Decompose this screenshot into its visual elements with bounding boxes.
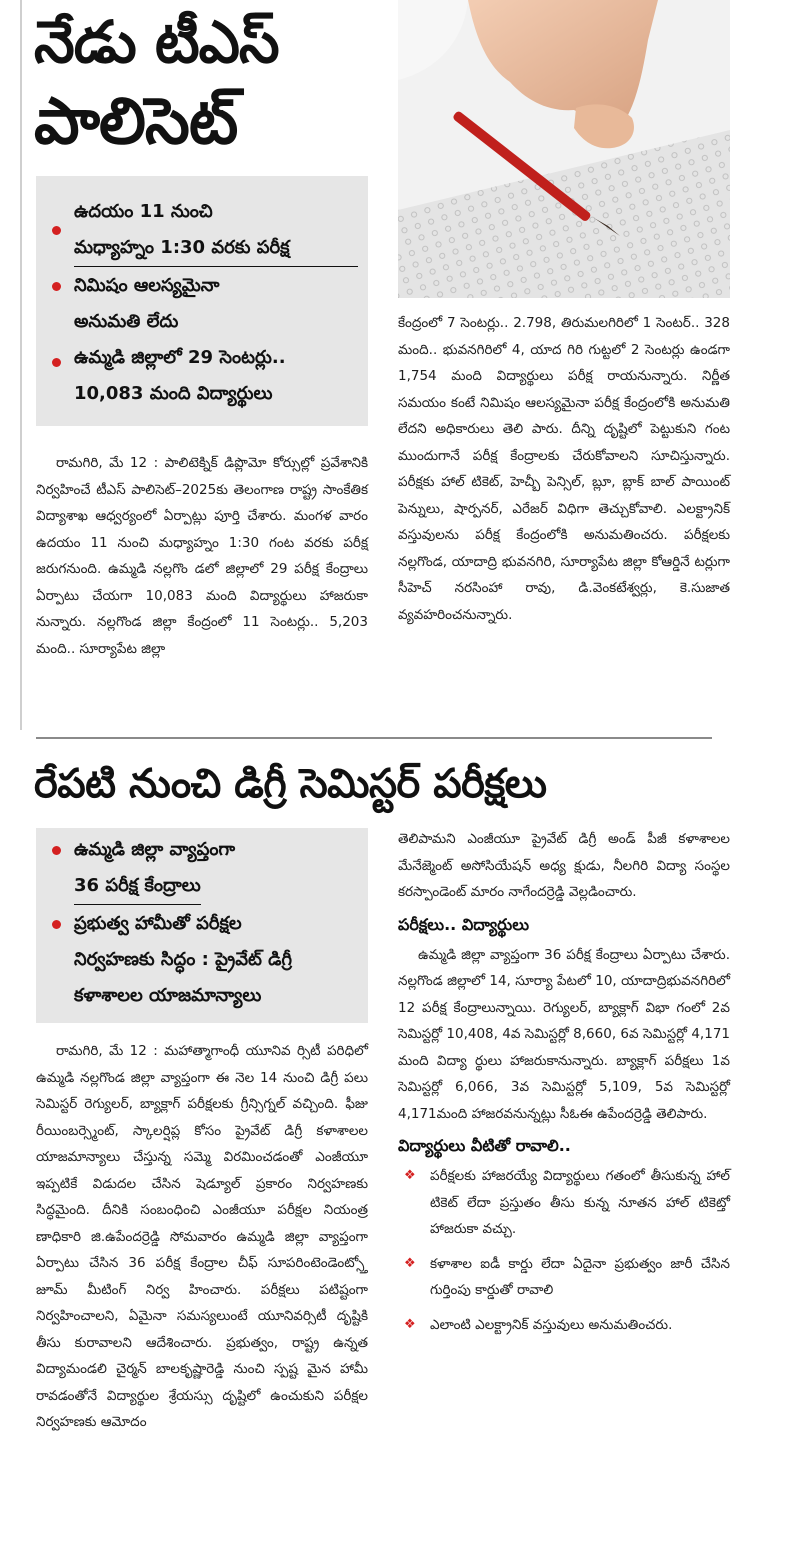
red-bullet-icon: [52, 846, 61, 855]
story2-paragraph-stats: ఉమ్మడి జిల్లా వ్యాప్తంగా 36 పరీక్ష కేంద్రాలు ఏర్పాటు చేశారు. నల్లగొండ జిల్లాలో 14, సూర్యా పేటలో 10, యాదాద్రిభువనగిరిలో 12 పరీక్ష కేంద్రాలున్నాయి. రెగ్యులర్, బ్యాక్లాగ్ విభా గంలో 2వ సెమిస్టర్లో 10,408, 4వ సెమిస్టర్లో 8,660, 6వ సెమిస్టర్లో 4,171 మంది విద్యా ర్థులు హాజరుకానున్నారు. బ్యాక్లాగ్ పరీక్షలు 1వ సెమిస్టర్లో 6,066, 3వ సెమిస్టర్లో 5,109, 5వ సెమిస్టర్లో 4,171మంది హాజరవనున్నట్లు సీఓఈ ఉపేందర్రెడ్డి తెలిపారు.: [398, 946, 730, 1122]
story1-body-right: [398, 310, 730, 628]
story2-body-left: [36, 1038, 368, 1436]
story1-highlight-2: [52, 268, 358, 340]
diamond-bullet-icon: ❖: [404, 1255, 416, 1271]
left-column-rule: [20, 0, 22, 730]
story1-highlight-1: [52, 194, 358, 267]
story2-subhead-exams: పరీక్షలు.. విద్యార్థులు: [398, 914, 530, 934]
highlight-line: ఉదయం 11 నుంచి: [74, 201, 213, 222]
highlight-line: 10,083 మంది విద్యార్థులు: [74, 383, 273, 404]
story2-paragraph-intro: తెలిపామని ఎంజీయూ ప్రైవేట్ డిగ్రీ అండ్ పీజీ కళాశాలల మేనేజ్మెంట్ అసోసియేషన్ అధ్య క్షుడు, నీలగిరి విద్యా సంస్థల కరస్పాండెంట్ మారం నాగేందర్రెడ్డి వెల్లడించారు.: [398, 831, 730, 900]
red-bullet-icon: [52, 282, 61, 291]
highlight-line: ఉమ్మడి జిల్లాలో 29 సెంటర్లు..: [74, 347, 286, 368]
requirement-text: పరీక్షలకు హాజరయ్యే విద్యార్థులు గతంలో తీసుకున్న హాల్ టికెట్ లేదా ప్రస్తుతం తీసు కున్న నూతన హాల్ టికెట్తో హాజరుకా వచ్చు.: [430, 1168, 730, 1237]
red-bullet-icon: [52, 920, 61, 929]
highlight-line: మధ్యాహ్నం 1:30 వరకు పరీక్ష: [74, 230, 358, 267]
story2-paragraph-left: రామగిరి, మే 12 : మహాత్మాగాంధీ యూనివ ర్సిటీ పరిధిలో ఉమ్మడి నల్లగొండ జిల్లా వ్యాప్తంగా ఈ నెల 14 నుంచి డిగ్రీ పలు సెమిస్టర్ రెగ్యులర్, బ్యాక్లాగ్ పరీక్షలకు గ్రీన్సిగ్నల్ వచ్చింది. ఫీజు రీయింబర్స్మెంట్, స్కాలర్షిప్ల కోసం ప్రైవేట్ డిగ్రీ కళాశాలల యాజమాన్యాలు చేస్తున్న సమ్మె విరమించడంతో ఎంజీయూ ఇప్పటికే విడుదల చేసిన షెడ్యూల్ ప్రకారం నిర్వహణకు సిద్ధమైంది. దీనికి సంబంధించి ఎంజీయూ పరీక్షల నియంత్ర ణాధికారి జి.ఉపేందర్రెడ్డి సోమవారం ఉమ్మడి జిల్లా వ్యాప్తంగా ఏర్పాటు చేసిన 36 పరీక్ష కేంద్రాల చీఫ్ సూపరింటెండెంట్స్తో జూమ్ మీటింగ్ నిర్వ హించారు. పరీక్షలు పటిష్టంగా నిర్వహించాలని, ఏమైనా సమస్యలుంటే యూనివర్సిటీ దృష్టికి తీసు కురావాలని ఆదేశించారు. ప్రభుత్వం, రాష్ట్ర ఉన్నత విద్యామండలి చైర్మన్ బాలకృష్ణారెడ్డి నుంచి స్పష్ట మైన హామీ రావడంతోనే విద్యార్థుల శ్రేయస్సు దృష్టిలో ఉంచుకుని పరీక్షల నిర్వహణకు ఆమోదం: [36, 1043, 368, 1430]
story1-highlights-box: [36, 176, 368, 426]
story2-highlight-2: [52, 906, 358, 1014]
story2-highlight-1: [52, 832, 358, 905]
story1-highlight-3: [52, 340, 358, 412]
list-item: [398, 1251, 730, 1304]
story2-body-right: [398, 826, 730, 1346]
red-bullet-icon: [52, 226, 61, 235]
list-item: [398, 1163, 730, 1243]
list-item: [398, 1312, 730, 1339]
diamond-bullet-icon: ❖: [404, 1316, 416, 1332]
highlight-line: ప్రభుత్వ హామీతో పరీక్షల: [74, 913, 242, 934]
requirements-list: [398, 1163, 730, 1338]
story1-paragraph-right: కేంద్రంలో 7 సెంటర్లు.. 2.798, తిరుమలగిరిలో 1 సెంటర్.. 328 మంది.. భువనగిరిలో 4, యాద గిరి గుట్టలో 2 సెంటర్లు ఉండగా 1,754 మంది విద్యార్థులు పరీక్ష రాయనున్నారు. నిర్ణీత సమయం కంటే నిమిషం ఆలస్యమైనా పరీక్ష కేంద్రంలోకి అనుమతి లేదని అధికారులు తెలి పారు. దీన్ని దృష్టిలో పెట్టుకుని గంట ముందుగానే పరీక్ష కేంద్రాలకు చేరుకోవాలని సూచిస్తున్నారు. పరీక్షకు హాల్ టికెట్, హెచ్బీ పెన్సిల్, బ్లూ, బ్లాక్ బాల్ పాయింట్ పెన్నులు, షార్పనర్, ఎరేజర్ విధిగా తెచ్చుకోవాలి. ఎలక్ట్రానిక్ వస్తువులను పరీక్ష కేంద్రంలోకి అనుమతించరు. పరీక్షలకు నల్లగొండ, యాదాద్రి భువనగిరి, సూర్యాపేట జిల్లా కోఆర్డినే టర్లుగా సీహెచ్ నరసింహా రావు, డి.వెంకటేశ్వర్లు, కె.సుజాత వ్యవహరించనున్నారు.: [398, 315, 730, 623]
red-bullet-icon: [52, 358, 61, 367]
story1-headline-line1: నేడు టీఎస్: [34, 8, 279, 76]
diamond-bullet-icon: ❖: [404, 1168, 416, 1183]
story-divider: [36, 737, 712, 739]
story2-highlights-box: [36, 828, 368, 1023]
story2-headline: రేపటి నుంచి డిగ్రీ సెమిస్టర్ పరీక్షలు: [34, 761, 547, 807]
highlight-line: అనుమతి లేదు: [74, 311, 179, 332]
exam-photo-illustration: [398, 0, 730, 298]
requirement-text: ఎలాంటి ఎలక్ట్రానిక్ వస్తువులు అనుమతించరు.: [430, 1316, 673, 1333]
story1-headline-line2: పాలిసెట్: [34, 85, 238, 159]
story1-headline: [34, 2, 394, 162]
highlight-line: కళాశాలల యాజమాన్యాలు: [74, 985, 262, 1006]
highlight-line: 36 పరీక్ష కేంద్రాలు: [74, 868, 201, 905]
story1-body-left: [36, 450, 368, 662]
story1-paragraph-left: రామగిరి, మే 12 : పాలిటెక్నిక్ డిప్లొమో కోర్సుల్లో ప్రవేశానికి నిర్వహించే టీఎస్ పాలిసెట్–2025కు తెలంగాణ రాష్ట్ర సాంకేతిక విద్యాశాఖ ఆధ్వర్యంలో ఏర్పాట్లు పూర్తి చేశారు. మంగళ వారం ఉదయం 11 నుంచి మధ్యాహ్నం 1:30 గంట వరకు పరీక్ష జరుగనుంది. ఉమ్మడి నల్లగొం డలో జిల్లాలో 29 పరీక్ష కేంద్రాలు ఏర్పాటు చేయగా 10,083 మంది విద్యార్థులు హాజరుకా నున్నారు. నల్లగొండ జిల్లా కేంద్రంలో 11 సెంటర్లు.. 5,203 మంది.. సూర్యాపేట జిల్లా: [36, 455, 368, 657]
highlight-line: నిమిషం ఆలస్యమైనా: [74, 275, 220, 296]
requirement-text: కళాశాల ఐడీ కార్డు లేదా ఏదైనా ప్రభుత్వం జారీ చేసిన గుర్తింపు కార్డుతో రావాలి: [430, 1255, 730, 1298]
highlight-line: నిర్వహణకు సిద్ధం : ప్రైవేట్ డిగ్రీ: [74, 949, 292, 970]
highlight-line: ఉమ్మడి జిల్లా వ్యాప్తంగా: [74, 839, 236, 860]
exam-pencil-photo: [398, 0, 730, 298]
story2-subhead-requirements: విద్యార్థులు వీటితో రావాలి..: [398, 1136, 571, 1155]
